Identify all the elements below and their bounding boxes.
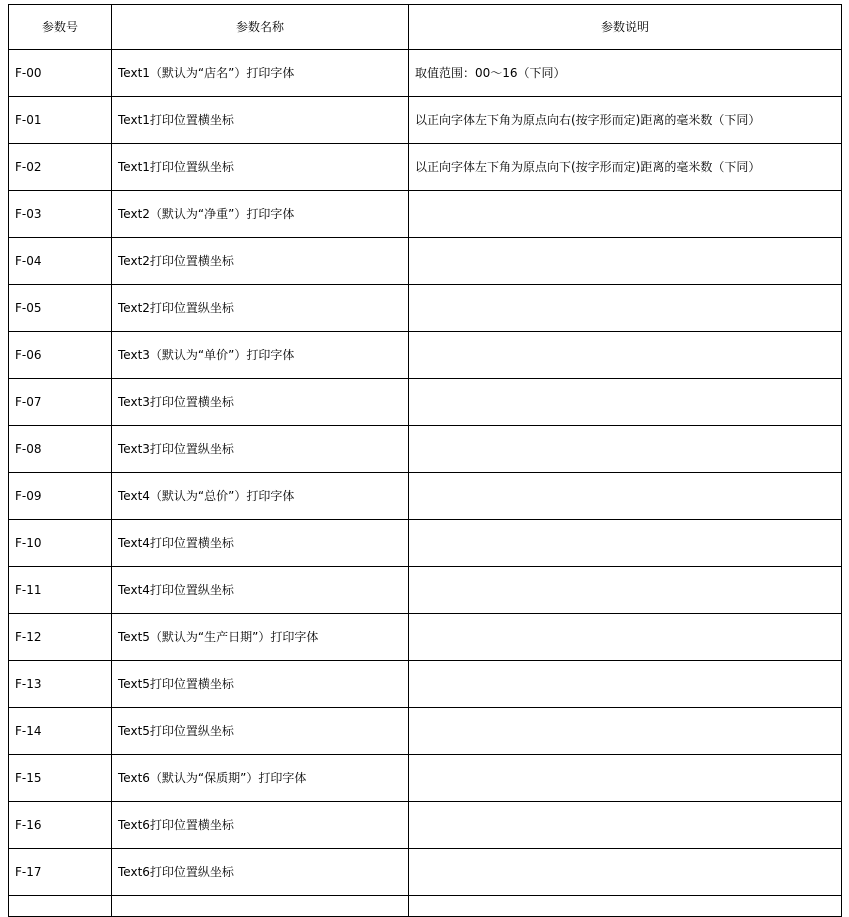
column-header-parameter-name: 参数名称: [112, 5, 409, 50]
cell-parameter-description: [409, 661, 842, 708]
cell-parameter-number: F-08: [9, 426, 112, 473]
table-row: [9, 285, 842, 332]
table-row: [9, 661, 842, 708]
table-header: [9, 5, 842, 50]
parameter-table: [8, 4, 842, 917]
column-header-parameter-description: 参数说明: [409, 5, 842, 50]
cell-parameter-name: Text6打印位置横坐标: [112, 802, 409, 849]
cell-parameter-description: [409, 896, 842, 917]
cell-parameter-number: F-01: [9, 97, 112, 144]
cell-parameter-number: F-07: [9, 379, 112, 426]
cell-parameter-description: 取值范围：00～16（下同）: [409, 50, 842, 97]
cell-parameter-name: Text1（默认为“店名”）打印字体: [112, 50, 409, 97]
cell-parameter-name: [112, 896, 409, 917]
cell-parameter-description: [409, 379, 842, 426]
cell-parameter-number: F-17: [9, 849, 112, 896]
cell-parameter-name: Text5打印位置横坐标: [112, 661, 409, 708]
cell-parameter-name: Text4打印位置纵坐标: [112, 567, 409, 614]
cell-parameter-number: F-15: [9, 755, 112, 802]
cell-parameter-name: Text1打印位置横坐标: [112, 97, 409, 144]
table-row: [9, 614, 842, 661]
cell-parameter-name: Text3（默认为“单价”）打印字体: [112, 332, 409, 379]
cell-parameter-name: Text2打印位置纵坐标: [112, 285, 409, 332]
cell-parameter-number: F-13: [9, 661, 112, 708]
cell-parameter-description: [409, 567, 842, 614]
table-row: [9, 567, 842, 614]
cell-parameter-name: Text6（默认为“保质期”）打印字体: [112, 755, 409, 802]
table-row: [9, 708, 842, 755]
table-row: [9, 332, 842, 379]
table-row: [9, 473, 842, 520]
table-row: [9, 50, 842, 97]
cell-parameter-description: [409, 285, 842, 332]
cell-parameter-number: F-06: [9, 332, 112, 379]
table-row: [9, 191, 842, 238]
cell-parameter-name: Text4打印位置横坐标: [112, 520, 409, 567]
table-row: [9, 755, 842, 802]
cell-parameter-number: F-09: [9, 473, 112, 520]
cell-parameter-number: F-10: [9, 520, 112, 567]
table-row: [9, 896, 842, 917]
cell-parameter-name: Text2打印位置横坐标: [112, 238, 409, 285]
cell-parameter-description: 以正向字体左下角为原点向右(按字形而定)距离的毫米数（下同）: [409, 97, 842, 144]
table-header-row: [9, 5, 842, 50]
cell-parameter-name: Text5打印位置纵坐标: [112, 708, 409, 755]
column-header-parameter-number: 参数号: [9, 5, 112, 50]
cell-parameter-name: Text1打印位置纵坐标: [112, 144, 409, 191]
cell-parameter-description: [409, 520, 842, 567]
cell-parameter-description: [409, 332, 842, 379]
cell-parameter-number: F-16: [9, 802, 112, 849]
cell-parameter-description: [409, 755, 842, 802]
cell-parameter-number: F-04: [9, 238, 112, 285]
cell-parameter-number: F-03: [9, 191, 112, 238]
cell-parameter-description: [409, 426, 842, 473]
table-row: [9, 144, 842, 191]
table-row: [9, 520, 842, 567]
cell-parameter-description: [409, 473, 842, 520]
table-row: [9, 849, 842, 896]
table-row: [9, 379, 842, 426]
cell-parameter-name: Text2（默认为“净重”）打印字体: [112, 191, 409, 238]
cell-parameter-number: F-02: [9, 144, 112, 191]
cell-parameter-description: [409, 614, 842, 661]
table-row: [9, 238, 842, 285]
cell-parameter-name: Text3打印位置横坐标: [112, 379, 409, 426]
cell-parameter-description: [409, 849, 842, 896]
cell-parameter-number: F-05: [9, 285, 112, 332]
cell-parameter-description: 以正向字体左下角为原点向下(按字形而定)距离的毫米数（下同）: [409, 144, 842, 191]
cell-parameter-name: Text3打印位置纵坐标: [112, 426, 409, 473]
cell-parameter-description: [409, 802, 842, 849]
cell-parameter-name: Text6打印位置纵坐标: [112, 849, 409, 896]
cell-parameter-number: F-11: [9, 567, 112, 614]
cell-parameter-description: [409, 191, 842, 238]
table-row: [9, 97, 842, 144]
cell-parameter-number: F-14: [9, 708, 112, 755]
cell-parameter-name: Text4（默认为“总价”）打印字体: [112, 473, 409, 520]
cell-parameter-number: [9, 896, 112, 917]
cell-parameter-name: Text5（默认为“生产日期”）打印字体: [112, 614, 409, 661]
table-row: [9, 426, 842, 473]
cell-parameter-description: [409, 238, 842, 285]
table-body: [9, 50, 842, 917]
table-row: [9, 802, 842, 849]
cell-parameter-number: F-00: [9, 50, 112, 97]
cell-parameter-description: [409, 708, 842, 755]
cell-parameter-number: F-12: [9, 614, 112, 661]
